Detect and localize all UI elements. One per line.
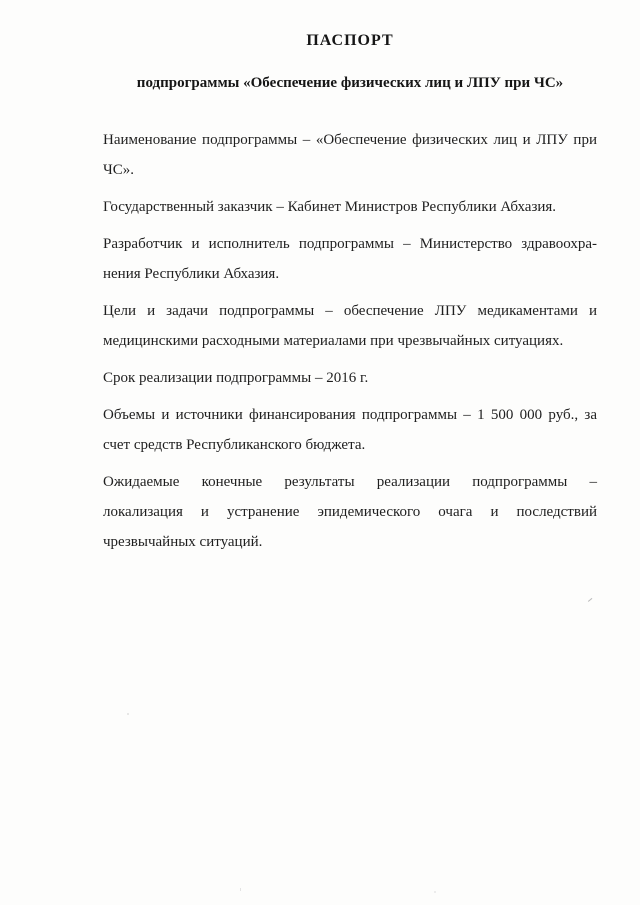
document-content	[103, 0, 597, 564]
paragraph-developer	[103, 229, 597, 289]
text-line: нения Республики Абхазия.	[103, 266, 280, 282]
text-line: Цели и задачи подпрограммы – обеспечение ЛПУ медикаментами и	[103, 303, 597, 319]
paragraph-financing	[103, 400, 597, 460]
text-line: счет средств Республиканского бюджета.	[103, 437, 366, 453]
paragraph-goals	[103, 296, 597, 356]
paragraph-term	[103, 363, 597, 393]
paragraph-customer	[103, 192, 597, 222]
text-line: Ожидаемые конечные результаты реализации подпрограммы –	[103, 474, 597, 490]
scan-artifact	[585, 594, 593, 602]
text-line: медицинскими расходными материалами при чрезвычайных ситуациях.	[103, 333, 564, 349]
text-line: чрезвычайных ситуаций.	[103, 534, 263, 550]
scan-artifact	[240, 888, 241, 891]
text-line: Наименование подпрограммы – «Обеспечение физических лиц и ЛПУ при	[103, 132, 597, 148]
text-line: Разработчик и исполнитель подпрограммы – Министерство здравоохра-	[103, 236, 597, 252]
text-line: ЧС».	[103, 162, 135, 178]
paragraph-expected-results	[103, 467, 597, 557]
document-body	[103, 125, 597, 557]
text-line: Государственный заказчик – Кабинет Министров Республики Абхазия.	[103, 199, 557, 215]
document-title: ПАСПОРТ	[306, 32, 394, 49]
paragraph-name	[103, 125, 597, 185]
scan-artifact	[434, 891, 436, 893]
text-line: Срок реализации подпрограммы – 2016 г.	[103, 370, 369, 386]
text-line: Объемы и источники финансирования подпрограммы – 1 500 000 руб., за	[103, 407, 597, 423]
document-subtitle: подпрограммы «Обеспечение физических лиц и ЛПУ при ЧС»	[136, 75, 564, 91]
scan-artifact	[127, 713, 129, 715]
text-line: локализация и устранение эпидемического очага и последствий	[103, 504, 597, 520]
